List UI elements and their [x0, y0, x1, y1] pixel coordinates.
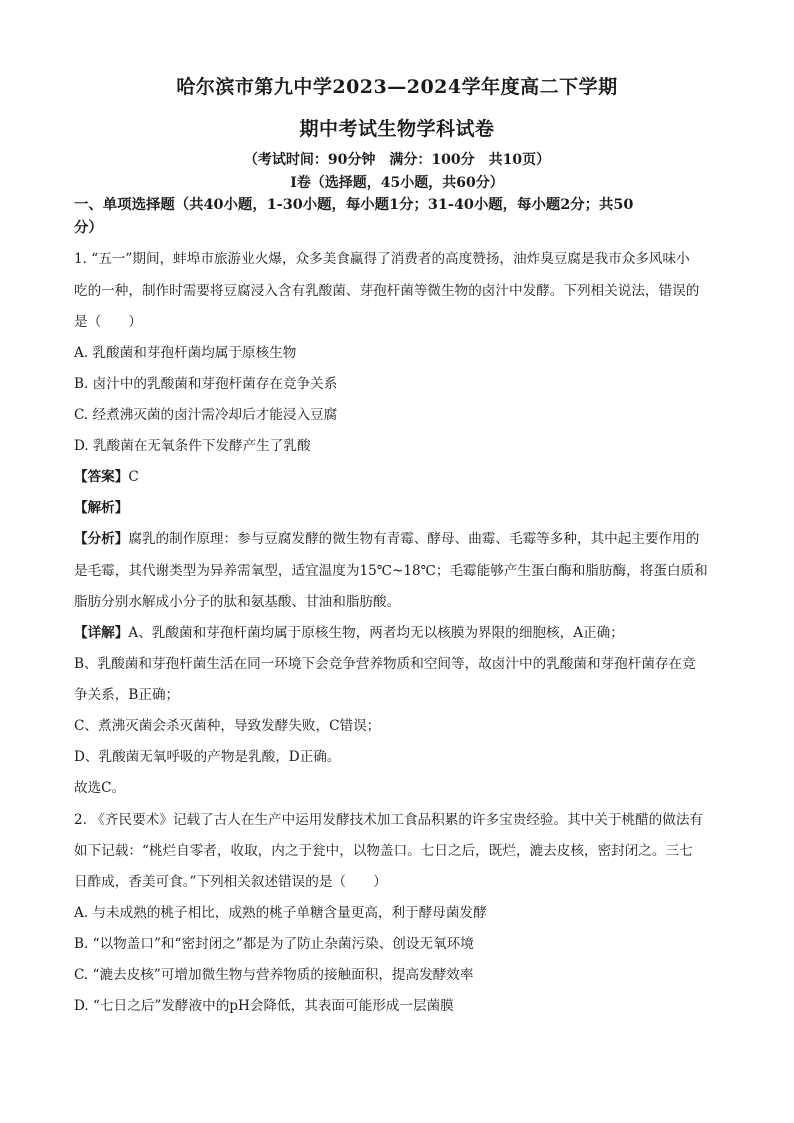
q1-fenxi-line3: 脂肪分别水解成小分子的肽和氨基酸、甘油和脂肪酸。: [74, 594, 401, 610]
q1-xiangjie-line2: B、乳酸菌和芽孢杆菌生活在同一环境下会竞争营养物质和空间等，故卤汁中的乳酸菌和芽孢杆菌存在竞: [74, 656, 696, 672]
xiangjie-text: A、乳酸菌和芽孢杆菌均属于原核生物，两者均无以核膜为界限的细胞核，A正确；: [128, 625, 624, 641]
xiangjie-label: 【详解】: [74, 625, 129, 641]
q1-fenxi-line2: 是毛霉，其代谢类型为异养需氧型，适宜温度为15℃~18℃；毛霉能够产生蛋白酶和脂肪酶，将蛋白质和: [74, 563, 708, 579]
exam-title-line2: 期中考试生物学科试卷: [299, 118, 495, 140]
q1-conclusion: 故选C。: [74, 780, 126, 796]
answer-value: C: [128, 469, 139, 485]
exam-info: （考试时间：90分钟 满分：100分 共10页）: [243, 152, 551, 168]
q1-option-a: A. 乳酸菌和芽孢杆菌均属于原核生物: [74, 345, 297, 361]
q1-fenxi-line1: [74, 530, 724, 548]
answer-label: 【答案】: [74, 469, 129, 485]
q1-option-b: B. 卤汁中的乳酸菌和芽孢杆菌存在竞争关系: [74, 376, 338, 392]
q1-stem-line1: 1. “五一”期间，蚌埠市旅游业火爆，众多美食赢得了消费者的高度赞扬，油炸臭豆腐是我市众多风味小: [74, 251, 690, 267]
exam-title-line1: 哈尔滨市第九中学2023—2024学年度高二下学期: [176, 76, 618, 98]
q1-stem-line2: 吃的一种，制作时需要将豆腐浸入含有乳酸菌、芽孢杆菌等微生物的卤汁中发酵。下列相关说法，错误的: [74, 283, 700, 299]
q1-xiangjie-line5: D、乳酸菌无氧呼吸的产物是乳酸，D正确。: [74, 749, 341, 765]
q2-stem-line3: 日酢成，香美可食。”下列相关叙述错误的是（ ）: [74, 874, 387, 890]
fenxi-text: 腐乳的制作原理：参与豆腐发酵的微生物有青霉、酵母、曲霉、毛霉等多种，其中起主要作用的: [128, 531, 700, 547]
q1-option-d: D. 乳酸菌在无氧条件下发酵产生了乳酸: [74, 438, 311, 454]
q2-option-a: A. 与未成熟的桃子相比，成熟的桃子单糖含量更高，利于酵母菌发酵: [74, 905, 487, 921]
part-heading-line1: 一、单项选择题（共40小题，1-30小题，每小题1分；31-40小题，每小题2分；共50: [74, 196, 634, 213]
q1-option-c: C. 经煮沸灭菌的卤汁需冷却后才能浸入豆腐: [74, 407, 338, 423]
q1-stem-line3: 是（ ）: [74, 314, 142, 330]
part-heading-line2: 分）: [74, 219, 103, 236]
fenxi-label: 【分析】: [74, 531, 129, 547]
q1-xiangjie-line3: 争关系，B正确；: [74, 687, 180, 703]
q1-xiangjie-line1: [74, 624, 724, 642]
q2-stem-line1: 2. 《齐民要术》记载了古人在生产中运用发酵技术加工食品积累的许多宝贵经验。其中关于桃醋的做法有: [74, 812, 704, 828]
q2-stem-line2: 如下记载：“桃烂自零者，收取，内之于瓮中，以物盖口。七日之后，既烂，漉去皮核，密封闭之。三七: [74, 843, 693, 859]
q1-analysis-label: [74, 499, 724, 517]
q1-answer: [74, 468, 724, 486]
q2-option-d: D. “七日之后”发酵液中的pH会降低，其表面可能形成一层菌膜: [74, 998, 454, 1014]
q2-option-b: B. “以物盖口”和“密封闭之”都是为了防止杂菌污染、创设无氧环境: [74, 936, 474, 952]
q1-xiangjie-line4: C、煮沸灭菌会杀灭菌种，导致发酵失败，C错误；: [74, 718, 381, 734]
q2-option-c: C. “漉去皮核”可增加微生物与营养物质的接触面积，提高发酵效率: [74, 967, 474, 983]
section-title: Ⅰ卷（选择题，45小题，共60分）: [290, 175, 504, 191]
analysis-label: 【解析】: [74, 500, 129, 516]
